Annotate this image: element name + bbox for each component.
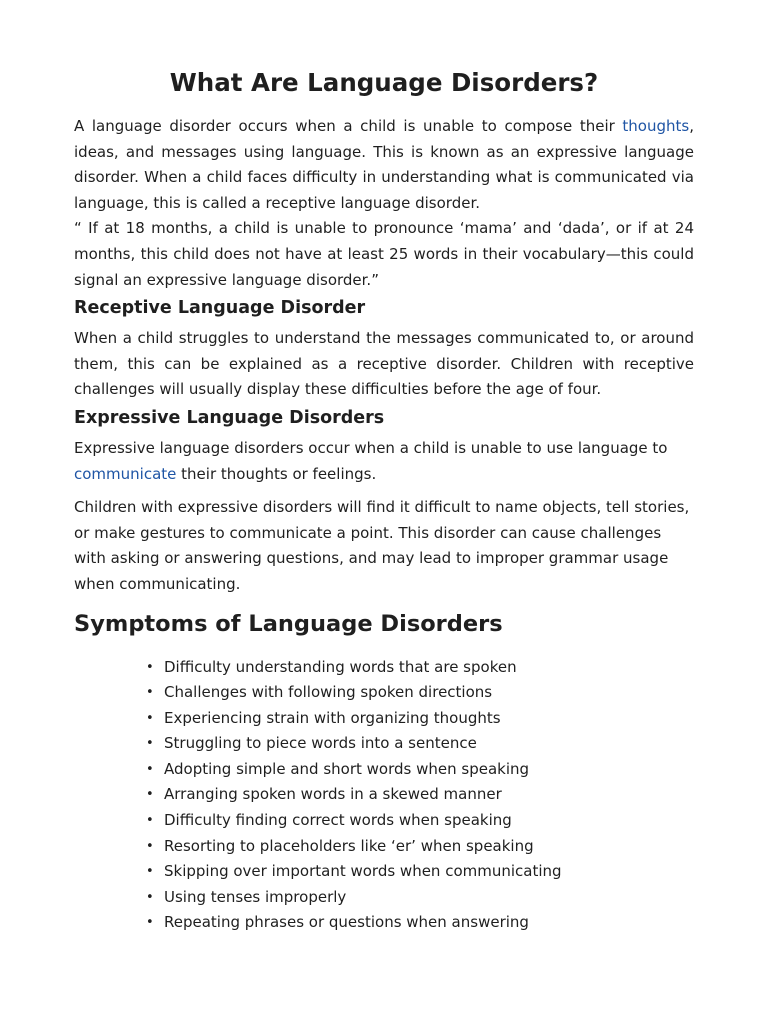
communicate-link[interactable]: communicate [74,464,182,483]
paragraph-gap [74,487,694,495]
bullet-icon: • [146,864,154,880]
list-item [146,655,694,681]
bullet-icon: • [146,813,154,829]
list-item [146,782,694,808]
expressive-paragraph-2: Children with expressive disorders will find it difficult to name objects, tell stories, or make gestures to communicate a point. This disorder can cause challenges with asking or answering questions, and may lead to improper grammar usage when communicating. [74,498,690,593]
thoughts-link[interactable]: thoughts [622,117,690,135]
list-item [146,910,694,936]
list-item-text: Repeating phrases or questions when answering [164,913,529,932]
bullet-icon: • [146,659,154,675]
list-item [146,680,694,706]
expressive-text-start: Expressive language disorders occur when a child is unable to use language to [74,438,668,457]
list-item [146,731,694,757]
bullet-icon: • [146,915,154,931]
list-item-text: Adopting simple and short words when speaking [164,759,530,778]
list-item-text: Difficulty understanding words that are spoken [164,657,517,676]
list-item [146,757,694,783]
bullet-icon: • [146,838,154,854]
list-item-text: Resorting to placeholders like ‘er’ when speaking [164,836,534,855]
list-item-text: Arranging spoken words in a skewed manner [164,785,502,804]
intro-paragraph [74,114,694,216]
intro-text-start: A language disorder occurs when a child is unable to compose their [74,117,623,135]
list-item-text: Struggling to piece words into a sentence [164,734,477,753]
intro-quote: “ If at 18 months, a child is unable to pronounce ‘mama’ and ‘dada’, or if at 24 months, this child does not have at least 25 words in their vocabulary—this could signal an expressive language disorder.” [74,219,694,289]
page-title: What Are Language Disorders? [169,68,599,97]
bullet-icon: • [146,787,154,803]
expressive-text-end: their thoughts or feelings. [181,464,377,483]
bullet-icon: • [146,736,154,752]
expressive-heading: Expressive Language Disorders [74,407,385,428]
list-item-text: Using tenses improperly [164,887,347,906]
symptoms-heading: Symptoms of Language Disorders [74,610,503,637]
list-item [146,859,694,885]
list-item-text: Challenges with following spoken directions [164,683,493,702]
intro-text-end: , ideas, and messages using language. This is known as an expressive language disorder. When a child faces difficulty in understanding what is communicated via language, this is called a receptive language disorder. [74,117,694,212]
receptive-paragraph: When a child struggles to understand the messages communicated to, or around them, this can be explained as a receptive disorder. Children with receptive challenges will usually display these difficulties before the age of four. [74,329,694,399]
bullet-icon: • [146,685,154,701]
bullet-icon: • [146,710,154,726]
list-item-text: Skipping over important words when communicating [164,862,562,881]
list-item [146,706,694,732]
list-item [146,834,694,860]
bullet-icon: • [146,761,154,777]
list-item-text: Experiencing strain with organizing thoughts [164,708,501,727]
symptoms-list [74,655,694,937]
list-item [146,808,694,834]
list-item-text: Difficulty finding correct words when speaking [164,811,512,830]
list-item [146,885,694,911]
receptive-heading: Receptive Language Disorder [74,298,366,319]
expressive-paragraph-1 [74,436,694,487]
bullet-icon: • [146,889,154,905]
